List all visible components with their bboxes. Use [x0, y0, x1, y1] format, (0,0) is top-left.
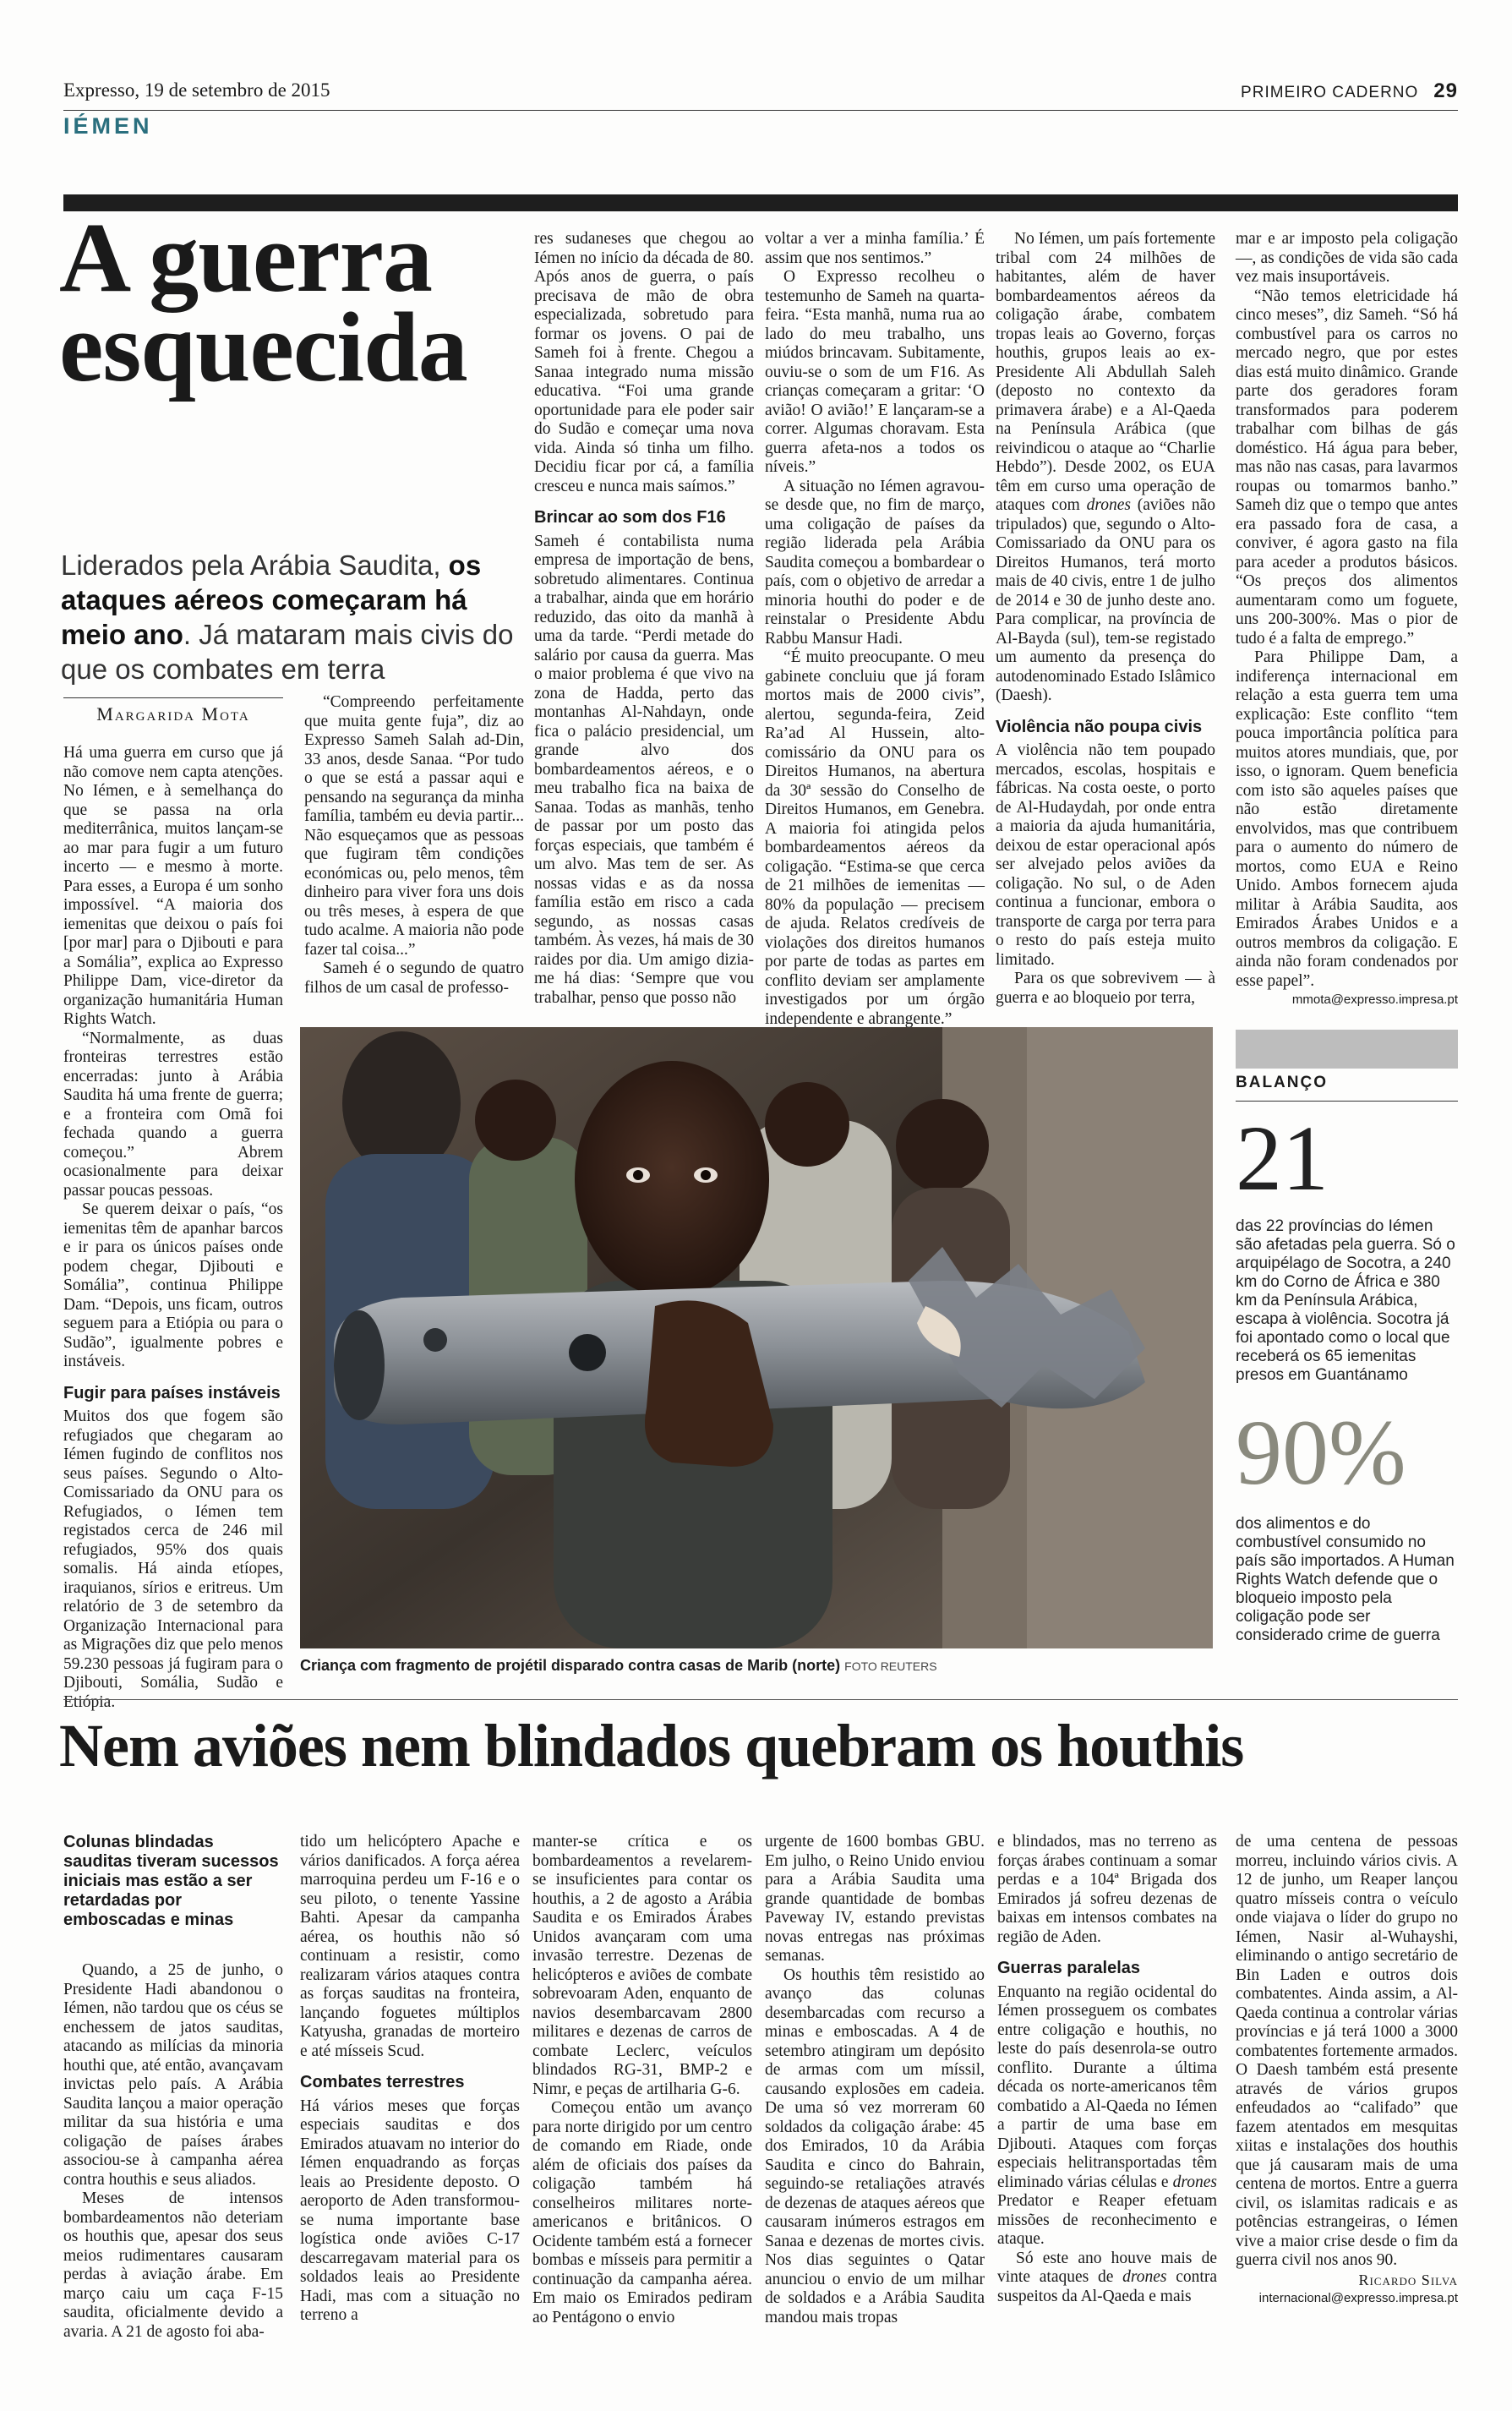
paragraph: mar e ar imposto pela coligação —, as condições de vida são cada vez mais insuportáveis.: [1236, 230, 1458, 286]
paragraph: A situação no Iémen agravou-se desde que, no fim de março, uma coligação de países da região liderada pela Arábia Saudita começou a bombardear o país, com o objetivo de arredar a minoria houthi do poder e de reinstalar o Presidente Abdu Rabbu Mansur Hadi.: [765, 477, 985, 648]
deck-text: Liderados pela Arábia Saudita,: [61, 549, 441, 581]
paragraph: “Não temos eletricidade há cinco meses”, diz Sameh. “Só há combustível para os carros no mercado negro, que por estes dias está muito dinâmico. Grande parte dos geradores foram transformados para poderem trabalhar com bilhas de gás doméstico. Há água para beber, mas não nas casas, para lavarmos roupas ou tomarmos banho.” Sameh diz que o tempo que antes era passado fora de casa, a conviver, é agora gasto na fila para aceder a produtos básicos. “Os preços dos alimentos aumentaram como um foguete, uns 200-300%. Mas o pior de tudo é a falta de emprego.”: [1236, 287, 1458, 648]
subheading: Guerras paralelas: [997, 1959, 1140, 1977]
paragraph: Há vários meses que forças especiais sauditas e dos Emirados atuavam no interior do Iémen enquadrando as forças leais ao Presidente deposto. O aeroporto de Aden transformou-se numa importante base logística onde aviões C-17 descarregavam material para os soldados leais ao Presidente Hadi, mas com a situação no terreno a: [300, 2097, 520, 2324]
article2-column-2: [300, 1833, 520, 2326]
article2-column-5: [997, 1833, 1217, 2306]
article2-column-6: [1236, 1833, 1458, 2309]
subheading: Fugir para países instáveis: [63, 1383, 281, 1402]
article1-column-5: [996, 230, 1215, 1008]
deck-text-end: . Já mataram mais civis do que os combates em terra: [61, 619, 514, 685]
article1-column-2: [304, 693, 524, 998]
paragraph: res sudaneses que chegou ao Iémen no início da década de 80. Após anos de guerra, o país precisava de mão de obra especializada, sobretudo para formar os jovens. O pai de Sameh foi à frente. Chegou a Sanaa integrado numa missão educativa. “Foi uma grande oportunidade para ele poder sair do Sudão e começar uma nova vida. Ainda só tinha um filho. Decidiu ficar por cá, a família cresceu e nunca mais saímos.”: [534, 230, 754, 495]
paragraph: Só este ano houve mais de vinte ataques de drones contra suspeitos da Al-Qaeda e mais: [997, 2249, 1217, 2305]
paragraph: de uma centena de pessoas morreu, incluindo vários civis. A 12 de junho, um Reaper lançou quatro mísseis contra o veículo onde viajava o líder do grupo no Iémen, Nasir al-Wuhayshi, eliminando o antigo secretário de Bin Laden e outros dois combatentes. Ainda assim, a Al-Qaeda continua a controlar várias províncias e já terá 1000 a 3000 combatentes fortemente armados. O Daesh também está presente através de vários grupos enfeudados ao “califado” que fazem atentados em mesquitas xiitas e instalações dos houthis que já causaram mais de uma centena de mortos. Entre a guerra civil, os islamitas radicais e as potências estrangeiras, o Iémen vive a maior crise desde o fim da guerra civil nos anos 90.: [1236, 1833, 1458, 2269]
photo-caption: [300, 1657, 1213, 1675]
page-number: 29: [1433, 79, 1458, 102]
author-signature: Ricardo Silva: [1358, 2271, 1458, 2288]
main-headline: [59, 202, 532, 402]
paragraph: tido um helicóptero Apache e vários danificados. A força aérea marroquina perdeu um F-16 e o seu piloto, o tenente Yassine Bahti. Apesar da campanha aérea, os houthis não só continuam a resistir, como realizaram vários ataques contra as forças sauditas na fronteira, lançando foguetes múltiplos Katyusha, granadas de morteiro e até mísseis Scud.: [300, 1833, 520, 2060]
news-photo-child-with-projectile: [300, 1027, 1213, 1648]
article2-column-3: [532, 1833, 752, 2327]
subheading: Violência não poupa civis: [996, 717, 1203, 736]
byline-rule: [63, 697, 283, 698]
author-email[interactable]: internacional@expresso.impresa.pt: [1258, 2291, 1458, 2305]
paragraph: manter-se crítica e os bombardeamentos a revelarem-se insuficientes para contar os houthis, a 2 de agosto a Arábia Saudita e os Emirados Árabes Unidos avançaram com uma invasão terrestre. Dezenas de helicópteros e aviões de combate sobrevoaram Aden, enquanto de navios desembarcavam 2800 militares e dezenas de carros de combate Leclerc, veículos blindados RG-31, BMP-2 e Nimr, e peças de artilharia G-6.: [532, 1833, 752, 2098]
section-name: PRIMEIRO CADERNO: [1241, 84, 1419, 101]
paragraph: Sameh é contabilista numa empresa de importação de bens, sobretudo alimentares. Continua a trabalhar, ainda que em horário reduzido, das oito da manhã à uma da tarde. “Perdi metade do salário por causa da guerra. Mas o maior problema é que vivo na zona de Hadda, perto das montanhas Al-Nahdayn, onde fica o palácio presidencial, um grande alvo dos bombardeamentos aéreos, e o meu trabalho fica na baixa de Sanaa. Todas as manhãs, tenho de passar por um posto das forças especiais, que também é um alvo. Mas tem de ser. As nossas vidas e as da nossa família estão em risco a cada segundo, as nossas casas também. Às vezes, há mais de 30 raides por dia. Um amigo dizia-me há dias: ‘Sempre que vou trabalhar, penso que posso não: [534, 532, 754, 1007]
paragraph: O Expresso recolheu o testemunho de Sameh na quarta-feira. “Esta manhã, numa rua ao lado do meu trabalho, uns miúdos brincavam. Subitamente, ouviu-se o som de um F16. As crianças começaram a gritar: ‘O avião! O avião!’ E lançaram-se a correr. Algumas choravam. Esta guerra afeta-nos a todos os níveis.”: [765, 268, 985, 476]
article1-column-4: [765, 230, 985, 1029]
paragraph: “Compreendo perfeitamente que muita gente fuja”, diz ao Expresso Sameh Salah ad-Din, 33 anos, desde Sanaa. “Por tudo o que se está a passar aqui e pensando na segurança da minha família, também eu devia partir... Não esqueçamos que as pessoas que fugiram têm condições económicas ou, pelo menos, têm dinheiro para viver fora uns dois ou três meses, à espera de que tudo acalme. A maioria não pode fazer tal coisa...”: [304, 693, 524, 959]
stat-21-value: 21: [1236, 1107, 1329, 1210]
paragraph: A violência não tem poupado mercados, escolas, hospitais e fábricas. Na costa oeste, o porto de Al-Hudaydah, por onde entra a maioria da ajuda humanitária, deixou de estar operacional após ser alvejado pelos aviões da coligação. No sul, o de Aden continua a funcionar, embora o transporte de carga por terra para o resto do país esteja muito limitado.: [996, 741, 1215, 969]
paragraph: urgente de 1600 bombas GBU. Em julho, o Reino Unido enviou para a Arábia Saudita uma grande quantidade de bombas Paveway IV, estando previstas novas entregas nas próximas semanas.: [765, 1833, 985, 1965]
balanco-rule: [1236, 1101, 1458, 1102]
article2-deck: Colunas blindadas sauditas tiveram sucessos iniciais mas estão a ser retardadas por emboscadas e minas: [63, 1833, 279, 1929]
photo-credit: FOTO REUTERS: [844, 1659, 937, 1673]
article-deck: [61, 548, 534, 686]
paragraph: Sameh é o segundo de quatro filhos de um casal de professo-: [304, 959, 524, 997]
article2-top-rule: [63, 1699, 1458, 1700]
publication-date: Expresso, 19 de setembro de 2015: [63, 79, 330, 101]
stat-21-text: das 22 províncias do Iémen são afetadas pela guerra. Só o arquipélago de Socotra, a 240 km do Corno de África e 380 km da Península Arábica, escapa à violência. Socotra já foi apontado como o local que receberá os 65 iemenitas presos em Guantánamo: [1236, 1217, 1455, 1384]
balanco-title: BALANÇO: [1236, 1074, 1328, 1091]
paragraph: Há uma guerra em curso que já não comove nem capta atenções. No Iémen, e à semelhança do que se passa na orla mediterrânica, muitos lançam-se ao mar para fugir a um futuro incerto — e mesmo à morte. Para esses, a Europa é um sonho impossível. “A maioria dos iemenitas que deixou o país foi [por mar] para o Djibouti e para a Somália”, explica ao Expresso Philippe Dam, vice-diretor da organização humanitária Human Rights Watch.: [63, 744, 283, 1028]
article1-column-1: [63, 744, 283, 1712]
paragraph: voltar a ver a minha família.’ É assim que nos sentimos.”: [765, 230, 985, 267]
paragraph: Começou então um avanço para norte dirigido por um centro de comando em Riade, onde além de oficiais dos países da coligação também há conselheiros militares norte-americanos e britânicos. O Ocidente também está a fornecer bombas e mísseis para permitir a continuação da campanha aérea. Em maio os Emirados pediram ao Pentágono o envio: [532, 2099, 752, 2326]
section-label: IÉMEN: [63, 113, 153, 139]
article2-column-4: [765, 1833, 985, 2327]
paragraph: Meses de intensos bombardeamentos não deteriam os houthis que, apesar dos seus meios rudimentares causaram perdas à aviação árabe. Em março caiu um caça F-15 saudita, oficialmente devido a avaria. A 21 de agosto foi aba-: [63, 2190, 283, 2341]
paragraph: Para os que sobrevivem — à guerra e ao bloqueio por terra,: [996, 970, 1215, 1007]
article1-column-3: [534, 230, 754, 1008]
paragraph: Os houthis têm resistido ao avanço das colunas desembarcadas com recurso a minas e emboscadas. A 4 de setembro atingiram um depósito de armas com um míssil, causando explosões em cadeia. De uma só vez morreram 60 soldados da coligação árabe: 45 dos Emirados, 10 da Arábia Saudita e cinco do Bahrain, seguindo-se retaliações através de dezenas de ataques aéreos que causaram inúmeros estragos em Sanaa e dezenas de mortes civis. Nos dias seguintes o Qatar anunciou o envio de um milhar de soldados e a Arábia Saudita mandou mais tropas: [765, 1965, 985, 2326]
stat-90-text: dos alimentos e do combustível consumido no país são importados. A Human Rights Watch defende que o bloqueio imposto pela coligação pode ser considerado crime de guerra: [1236, 1515, 1455, 1644]
article2-column-1: [63, 1961, 283, 2342]
masthead: [63, 76, 1458, 111]
paragraph: Se querem deixar o país, “os iemenitas têm de apanhar barcos e ir para os únicos países onde podem chegar, Djibouti e Somália”, continua Philippe Dam. “Depois, uns ficam, outros seguem para a Etiópia ou para o Sudão”, igualmente pobres e instáveis.: [63, 1200, 283, 1370]
author-email[interactable]: mmota@expresso.impresa.pt: [1291, 992, 1458, 1007]
deck-bold-text: os ataques aéreos começaram há meio ano: [61, 549, 482, 650]
caption-text: Criança com fragmento de projétil disparado contra casas de Marib (norte): [300, 1657, 841, 1674]
headline-line-1: A guerra: [59, 202, 432, 313]
photo-illustration: [300, 1027, 1213, 1648]
subheading: Combates terrestres: [300, 2073, 465, 2091]
article2-headline: Nem aviões nem blindados quebram os houthis: [59, 1712, 1244, 1780]
paragraph: Quando, a 25 de junho, o Presidente Hadi abandonou o Iémen, não tardou que os céus se enchessem de jatos sauditas, atacando as milícias da minoria houthi que, até então, avançavam invictas pelo país. A Arábia Saudita lançou a maior operação militar da sua história e uma coligação de países árabes associou-se à campanha aérea contra houthis e seus aliados.: [63, 1961, 283, 2189]
byline: Margarida Mota: [96, 703, 250, 724]
paragraph: “Normalmente, as duas fronteiras terrestres estão encerradas: junto à Arábia Saudita há uma frente de guerra; e a fronteira com Omã foi fechada quando a guerra começou.” Abrem ocasionalmente para deixar passar poucas pessoas.: [63, 1029, 283, 1200]
article1-column-6: [1236, 230, 1458, 1010]
headline-line-2: esquecida: [59, 292, 467, 402]
paragraph: “É muito preocupante. O meu gabinete concluiu que já foram mortos mais de 2000 civis”, alertou, segunda-feira, Zeid Ra’ad Al Hussein, alto-comissário da ONU para os Direitos Humanos, na abertura da 30ª sessão do Conselho de Direitos Humanos, em Genebra. A maioria foi atingida pelos bombardeamentos aéreos da coligação. “Estima-se que cerca de 21 milhões de iemenitas — 80% da população — precisem de ajuda. Relatos credíveis de violações dos direitos humanos por parte de todas as partes em conflito deviam ser amplamente investigados por um órgão independente e abrangente.”: [765, 648, 985, 1028]
balanco-header-bar: [1236, 1030, 1458, 1069]
paragraph: Muitos dos que fogem são refugiados que chegaram ao Iémen fugindo de conflitos nos seus países. Segundo o Alto-Comissariado da ONU para os Refugiados, o Iémen tem registados cerca de 246 mil refugiados, 95% dos quais somalis. Há ainda etíopes, iraquianos, sírios e eritreus. Um relatório de 3 de setembro da Organização Internacional para as Migrações diz que pelo menos 59.230 pessoas já fugiram para o Djibouti, Somália, Sudão e Etiópia.: [63, 1408, 283, 1711]
stat-90-value: 90%: [1236, 1401, 1406, 1504]
paragraph: e blindados, mas no terreno as forças árabes continuam a somar perdas e a 104ª Brigada dos Emirados já sofreu dezenas de baixas em intensos combates na região de Aden.: [997, 1833, 1217, 1946]
subheading: Brincar ao som dos F16: [534, 508, 726, 527]
paragraph: Para Philippe Dam, a indiferença internacional em relação a esta guerra tem uma explicação: Este conflito “tem pouca importância política para muitos atores mundiais, que, por isso, o ignoram. Quem beneficia com isto são aqueles países que não estão diretamente envolvidos, mas que contribuem para o aumento do número de mortos, como EUA e Reino Unido. Ambos fornecem ajuda militar à Arábia Saudita, aos Emirados Árabes Unidos e a outros membros da coligação. E ainda não foram condenados por esse papel”.: [1236, 648, 1458, 990]
paragraph: No Iémen, um país fortemente tribal com 24 milhões de habitantes, além de haver bombardeamentos aéreos da coligação árabe, combatem tropas leais ao Governo, forças houthis, grupos leais ao ex-Presidente Ali Abdullah Saleh (deposto no contexto da primavera árabe) e a Al-Qaeda na Península Arábica (que reivindicou o ataque ao “Charlie Hebdo”). Desde 2002, os EUA têm em curso uma operação de ataques com drones (aviões não tripulados) que, segundo o Alto-Comissariado da ONU para os Direitos Humanos, terá morto mais de 40 civis, entre 1 de julho de 2014 e 30 de junho deste ano. Para complicar, na província de Al-Bayda (sul), tem-se registado um aumento da presença do autodenominado Estado Islâmico (Daesh).: [996, 230, 1215, 704]
section-and-page: [1241, 79, 1458, 103]
paragraph: Enquanto na região ocidental do Iémen prosseguem os combates entre coligação e houthis, no leste do país desenrola-se outro conflito. Durante a última década os norte-americanos têm combatido a Al-Qaeda no Iémen a partir de uma base em Djibouti. Ataques com forças especiais helitransportadas têm eliminado várias células e drones Predator e Reaper efetuam missões de reconhecimento e ataque.: [997, 1982, 1217, 2248]
